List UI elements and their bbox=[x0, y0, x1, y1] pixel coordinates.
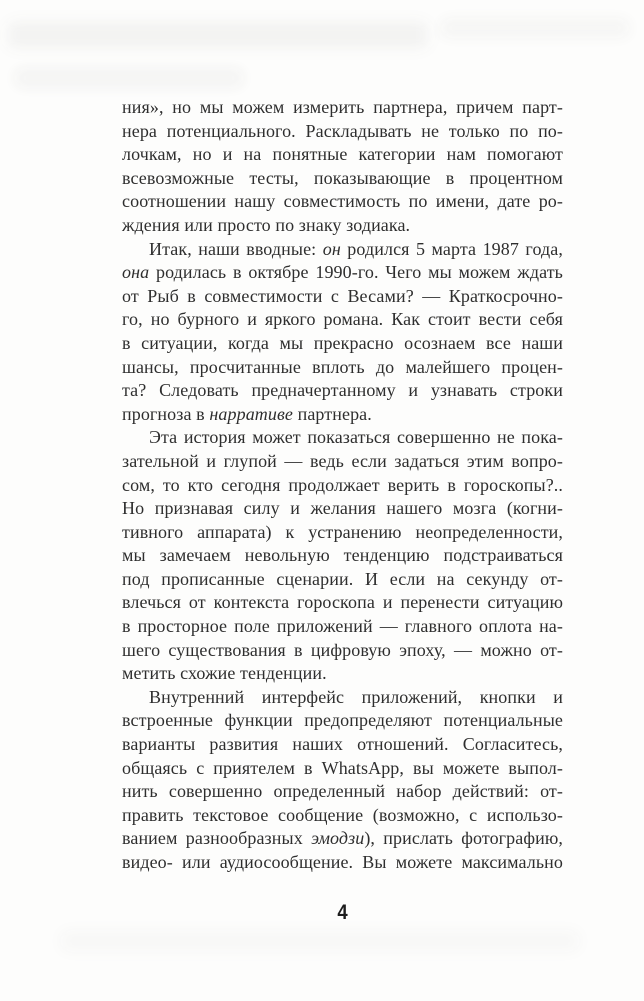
text-line: метить схожие тенденции. bbox=[122, 663, 327, 684]
text-line: прогноза в нарративе партнера. bbox=[122, 403, 372, 424]
scan-artifact bbox=[14, 68, 244, 88]
text-line: в просторное поле приложений — главного оплота на- bbox=[122, 616, 563, 637]
text-line: в ситуации, когда мы прекрасно осознаем все наши bbox=[122, 332, 563, 353]
text-line: соотношении нашу совместимость по имени, дате ро- bbox=[122, 191, 563, 212]
text-line: от Рыб в совместимости с Весами? — Краткосрочно- bbox=[122, 285, 563, 306]
text-line: встроенные функции предопределяют потенциальные bbox=[122, 710, 563, 731]
text-line: нера потенциального. Раскладывать не только по по- bbox=[122, 120, 563, 141]
text-line: го, но бурного и яркого романа. Как стоит вести себя bbox=[122, 309, 563, 330]
page-number: 4 bbox=[337, 901, 348, 924]
text-line: она родилась в октябре 1990-го. Чего мы можем ждать bbox=[122, 262, 563, 283]
text-line: шего существования в цифровую эпоху, — можно от- bbox=[122, 639, 563, 660]
text-line: править текстовое сообщение (возможно, с использо- bbox=[122, 804, 563, 825]
text-line: влечься от контекста гороскопа и перенести ситуацию bbox=[122, 592, 563, 613]
text-line: Итак, наши вводные: он родился 5 марта 1987 года, bbox=[149, 238, 563, 259]
scan-artifact bbox=[60, 930, 580, 952]
scan-artifact bbox=[440, 18, 630, 38]
text-line: Внутренний интерфейс приложений, кнопки и bbox=[149, 686, 563, 707]
scan-artifact bbox=[8, 22, 428, 48]
text-line: общаясь с приятелем в WhatsApp, вы можете выпол- bbox=[122, 757, 563, 778]
text-line: лочкам, но и на понятные категории нам помогают bbox=[122, 144, 563, 165]
text-line: варианты развития наших отношений. Согласитесь, bbox=[122, 734, 563, 755]
text-line: ния», но мы можем измерить партнера, причем парт- bbox=[122, 97, 563, 117]
text-line: видео- или аудиосообщение. Вы можете максимально bbox=[122, 852, 563, 872]
text-line: всевозможные тесты, показывающие в процентном bbox=[122, 167, 563, 188]
text-line: та? Следовать предначертанному и узнавать строки bbox=[122, 380, 563, 401]
text-line: Но признавая силу и желания нашего мозга (когни- bbox=[122, 498, 563, 519]
text-line: тивного аппарата) к устранению неопределенности, bbox=[122, 521, 563, 542]
text-line: ванием разнообразных эмодзи), прислать фотографию, bbox=[122, 828, 563, 849]
text-line: мы замечаем невольную тенденцию подстраиваться bbox=[122, 545, 563, 566]
page-text bbox=[122, 96, 563, 875]
text-line: ждения или просто по знаку зодиака. bbox=[122, 214, 411, 235]
text-line: под прописанные сценарии. И если на секунду от- bbox=[122, 568, 563, 589]
text-line: Эта история может показаться совершенно не пока- bbox=[149, 427, 563, 448]
text-line: нить совершенно определенный набор действий: от- bbox=[122, 781, 563, 802]
text-line: зательной и глупой — ведь если задаться этим вопро- bbox=[122, 450, 563, 471]
text-line: сом, то кто сегодня продолжает верить в гороскопы?.. bbox=[122, 474, 563, 495]
text-line: шансы, просчитанные вплоть до малейшего процен- bbox=[122, 356, 563, 377]
